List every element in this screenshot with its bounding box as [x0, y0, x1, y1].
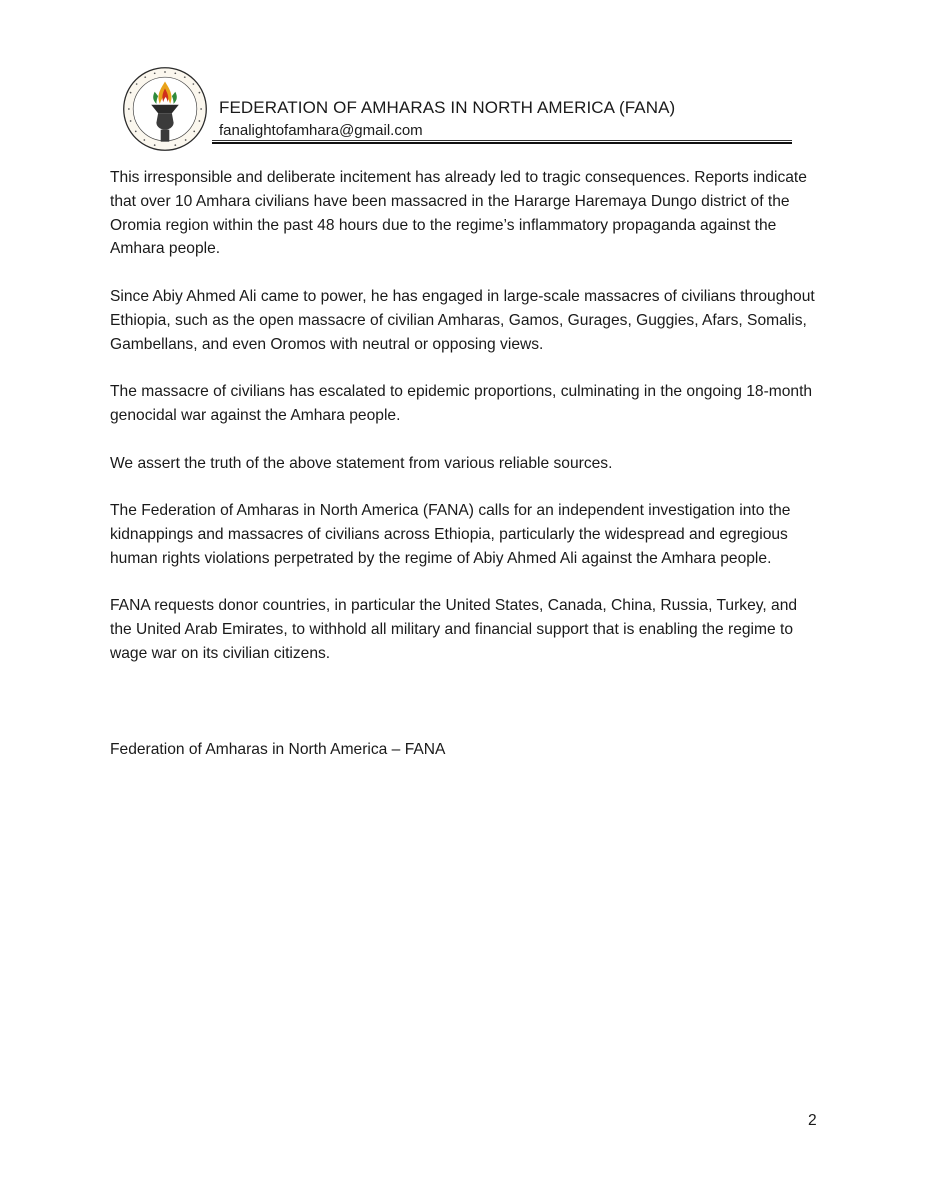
organization-name: FEDERATION OF AMHARAS IN NORTH AMERICA (FANA): [219, 98, 676, 117]
letterhead: [110, 62, 818, 146]
paragraph: We assert the truth of the above statement from various reliable sources.: [110, 454, 613, 472]
signature: Federation of Amharas in North America – FANA: [110, 741, 446, 758]
paragraph: The massacre of civilians has escalated to epidemic proportions, culminating in the ongoing 18-month genocidal war against the Amhara people.: [110, 383, 813, 424]
paragraph: Since Abiy Ahmed Ali came to power, he has engaged in large-scale massacres of civilians throughout Ethiopia, such as the open massacre of civilian Amharas, Gamos, Gurages, Guggies, Afars, Somalis, Gambellans, and even Oromos with neutral or opposing views.: [110, 287, 815, 353]
page-number: 2: [808, 1112, 817, 1129]
header-divider-thin: [212, 140, 792, 141]
paragraph: The Federation of Amharas in North America (FANA) calls for an independent investigation into the kidnappings and massacres of civilians across Ethiopia, particularly the widespread and egregious human rights violations perpetrated by the regime of Abiy Ahmed Ali against the Amhara people.: [110, 502, 791, 567]
letter-body: [110, 166, 820, 690]
paragraph: FANA requests donor countries, in particular the United States, Canada, China, Russia, Turkey, and the United Arab Emirates, to withhold all military and financial support that is enabling the regime to wage war on its civilian citizens.: [110, 597, 798, 662]
organization-email: fanalightofamhara@gmail.com: [219, 122, 423, 139]
paragraph: This irresponsible and deliberate incitement has already led to tragic consequences. Reports indicate that over 10 Amhara civilians have been massacred in the Hararge Haremaya Dungo district of the Oromia region within the past 48 hours due to the regime’s inflammatory propaganda against the Amhara people.: [110, 169, 807, 258]
fana-torch-seal-icon: [122, 66, 208, 152]
header-divider-thick: [212, 142, 792, 144]
